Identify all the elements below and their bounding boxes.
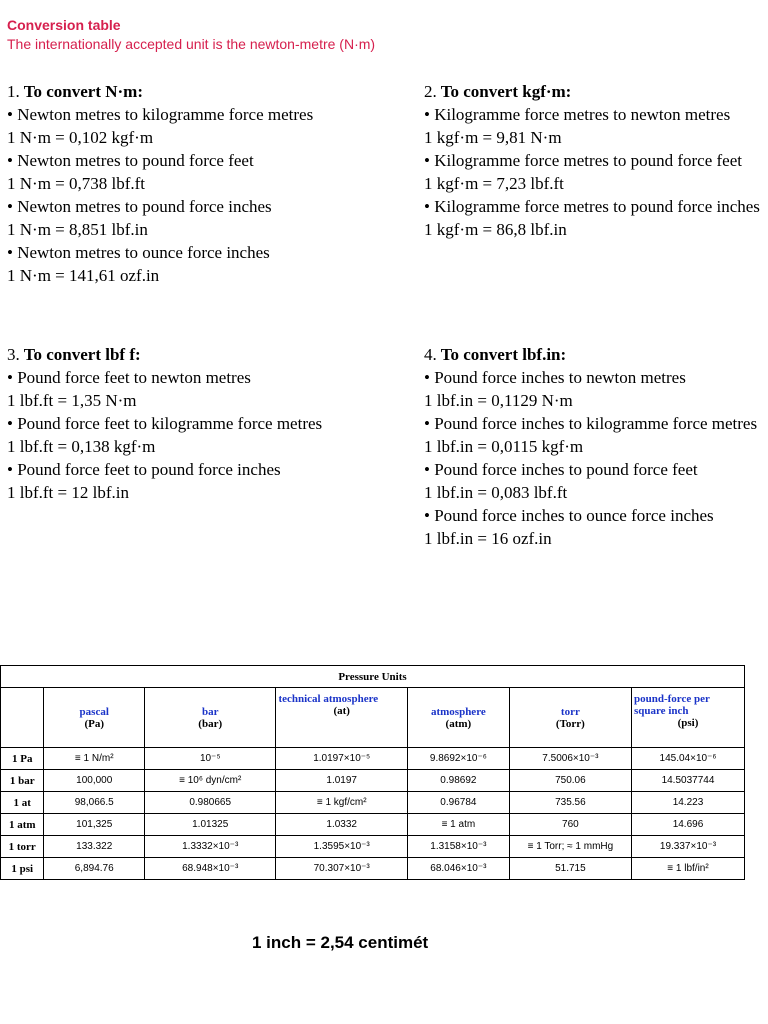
- table-cell: 1.3158×10⁻³: [407, 836, 509, 858]
- block-heading-text: To convert N·m:: [23, 82, 144, 101]
- table-cell: ≡ 1 kgf/cm²: [276, 792, 408, 814]
- conversion-line: • Kilogramme force metres to newton metres: [424, 105, 731, 124]
- table-cell: 1.0197×10⁻⁵: [276, 748, 408, 770]
- column-header-pa: [44, 688, 145, 748]
- column-unit-abbr: (at): [333, 705, 350, 717]
- block-heading: [7, 343, 407, 366]
- table-row: [1, 770, 745, 792]
- conversion-line: 1 kgf·m = 7,23 lbf.ft: [424, 174, 564, 193]
- column-unit-abbr: (Torr): [555, 717, 585, 730]
- row-header: 1 Pa: [1, 748, 44, 770]
- table-cell: 0.98692: [407, 770, 509, 792]
- table-row: [1, 836, 745, 858]
- table-cell: ≡ 1 atm: [407, 814, 509, 836]
- block-heading: [424, 343, 764, 366]
- table-cell: ≡ 1 Torr; ≈ 1 mmHg: [509, 836, 631, 858]
- row-header: 1 psi: [1, 858, 44, 880]
- conversion-block-kgfm: [424, 80, 764, 241]
- table-cell: 1.3332×10⁻³: [144, 836, 275, 858]
- table-cell: 19.337×10⁻³: [631, 836, 744, 858]
- conversion-line: 1 N·m = 141,61 ozf.in: [7, 266, 160, 285]
- conversion-line: • Pound force inches to ounce force inches: [424, 506, 714, 525]
- table-cell: 14.223: [631, 792, 744, 814]
- table-column-headers: [1, 688, 745, 748]
- conversion-line: • Pound force feet to kilogramme force metres: [7, 414, 323, 433]
- table-cell: 14.696: [631, 814, 744, 836]
- table-caption: Pressure Units: [1, 666, 745, 688]
- table-cell: 6,894.76: [44, 858, 145, 880]
- inch-conversion-note: 1 inch = 2,54 centimét: [252, 933, 429, 952]
- row-header: 1 at: [1, 792, 44, 814]
- conversion-line: • Pound force inches to newton metres: [424, 368, 686, 387]
- column-header-atm: [407, 688, 509, 748]
- conversion-line: 1 N·m = 0,738 lbf.ft: [7, 174, 146, 193]
- conversion-line: • Newton metres to pound force inches: [7, 197, 272, 216]
- conversion-line: 1 N·m = 0,102 kgf·m: [7, 128, 154, 147]
- table-cell: 750.06: [509, 770, 631, 792]
- row-header: 1 atm: [1, 814, 44, 836]
- table-cell: 101,325: [44, 814, 145, 836]
- conversion-line: 1 lbf.ft = 0,138 kgf·m: [7, 437, 156, 456]
- conversion-line: 1 kgf·m = 86,8 lbf.in: [424, 220, 567, 239]
- conversion-line: • Newton metres to kilogramme force metres: [7, 105, 314, 124]
- row-header: 1 bar: [1, 770, 44, 792]
- block-heading-text: To convert kgf·m:: [440, 82, 572, 101]
- table-row: [1, 858, 745, 880]
- table-cell: 51.715: [509, 858, 631, 880]
- conversion-line: 1 lbf.ft = 12 lbf.in: [7, 483, 129, 502]
- column-header-bar: [144, 688, 275, 748]
- conversion-line: • Newton metres to pound force feet: [7, 151, 254, 170]
- table-cell: 760: [509, 814, 631, 836]
- block-number: 1.: [7, 82, 20, 101]
- table-cell: 735.56: [509, 792, 631, 814]
- column-unit-abbr: (Pa): [84, 717, 104, 730]
- table-cell: 10⁻⁵: [144, 748, 275, 770]
- block-number: 3.: [7, 345, 20, 364]
- conversion-line: • Pound force inches to kilogramme force metres: [424, 414, 758, 433]
- table-cell: 1.3595×10⁻³: [276, 836, 408, 858]
- table-cell: 98,066.5: [44, 792, 145, 814]
- table-corner-cell: [1, 688, 44, 748]
- conversion-line: • Pound force inches to pound force feet: [424, 460, 698, 479]
- table-cell: 0.980665: [144, 792, 275, 814]
- table-cell: 1.0197: [276, 770, 408, 792]
- column-unit-name[interactable]: pound-force per square inch: [633, 693, 710, 717]
- column-unit-name[interactable]: pascal: [79, 705, 109, 718]
- conversion-line: • Newton metres to ounce force inches: [7, 243, 270, 262]
- conversion-line: • Pound force feet to newton metres: [7, 368, 251, 387]
- table-cell: ≡ 10⁶ dyn/cm²: [144, 770, 275, 792]
- table-cell: 0.96784: [407, 792, 509, 814]
- conversion-line: 1 lbf.in = 16 ozf.in: [424, 529, 552, 548]
- page-title: Conversion table: [7, 17, 121, 33]
- page-subtitle: The internationally accepted unit is the newton-metre (N·m): [7, 36, 376, 52]
- conversion-line: • Kilogramme force metres to pound force feet: [424, 151, 742, 170]
- table-cell: 14.5037744: [631, 770, 744, 792]
- block-heading-text: To convert lbf.in:: [440, 345, 567, 364]
- block-heading-text: To convert lbf f:: [23, 345, 141, 364]
- table-cell: 145.04×10⁻⁶: [631, 748, 744, 770]
- pressure-units-table: [0, 665, 745, 880]
- table-row: [1, 748, 745, 770]
- column-unit-abbr: (psi): [677, 717, 699, 729]
- conversion-line: • Kilogramme force metres to pound force inches: [424, 197, 760, 216]
- conversion-line: 1 lbf.in = 0,1129 N·m: [424, 391, 573, 410]
- column-unit-name[interactable]: atmosphere: [430, 705, 486, 718]
- table-cell: 70.307×10⁻³: [276, 858, 408, 880]
- table-cell: 68.046×10⁻³: [407, 858, 509, 880]
- conversion-block-lbfin: [424, 343, 764, 550]
- table-cell: 1.0332: [276, 814, 408, 836]
- conversion-line: • Pound force feet to pound force inches: [7, 460, 281, 479]
- conversion-line: 1 lbf.in = 0,083 lbf.ft: [424, 483, 568, 502]
- block-number: 2.: [424, 82, 437, 101]
- block-heading: [424, 80, 764, 103]
- conversion-line: 1 N·m = 8,851 lbf.in: [7, 220, 148, 239]
- table-row: [1, 814, 745, 836]
- column-unit-name[interactable]: bar: [201, 705, 219, 718]
- table-cell: ≡ 1 lbf/in²: [631, 858, 744, 880]
- column-unit-abbr: (atm): [445, 717, 472, 730]
- table-cell: 68.948×10⁻³: [144, 858, 275, 880]
- row-header: 1 torr: [1, 836, 44, 858]
- conversion-line: 1 lbf.ft = 1,35 N·m: [7, 391, 137, 410]
- table-cell: 7.5006×10⁻³: [509, 748, 631, 770]
- table-cell: ≡ 1 N/m²: [44, 748, 145, 770]
- column-header-at: [276, 688, 408, 748]
- conversion-line: 1 kgf·m = 9,81 N·m: [424, 128, 562, 147]
- block-number: 4.: [424, 345, 437, 364]
- conversion-line: 1 lbf.in = 0,0115 kgf·m: [424, 437, 584, 456]
- column-unit-name[interactable]: technical atmosphere: [278, 693, 379, 705]
- column-unit-name[interactable]: torr: [560, 705, 580, 718]
- conversion-block-lbfft: [7, 343, 407, 504]
- table-cell: 133.322: [44, 836, 145, 858]
- conversion-block-nm: [7, 80, 407, 287]
- column-unit-abbr: (bar): [198, 717, 223, 730]
- column-header-psi: [631, 688, 744, 748]
- block-heading: [7, 80, 407, 103]
- table-cell: 100,000: [44, 770, 145, 792]
- table-row: [1, 792, 745, 814]
- table-cell: 1.01325: [144, 814, 275, 836]
- column-header-torr: [509, 688, 631, 748]
- table-cell: 9.8692×10⁻⁶: [407, 748, 509, 770]
